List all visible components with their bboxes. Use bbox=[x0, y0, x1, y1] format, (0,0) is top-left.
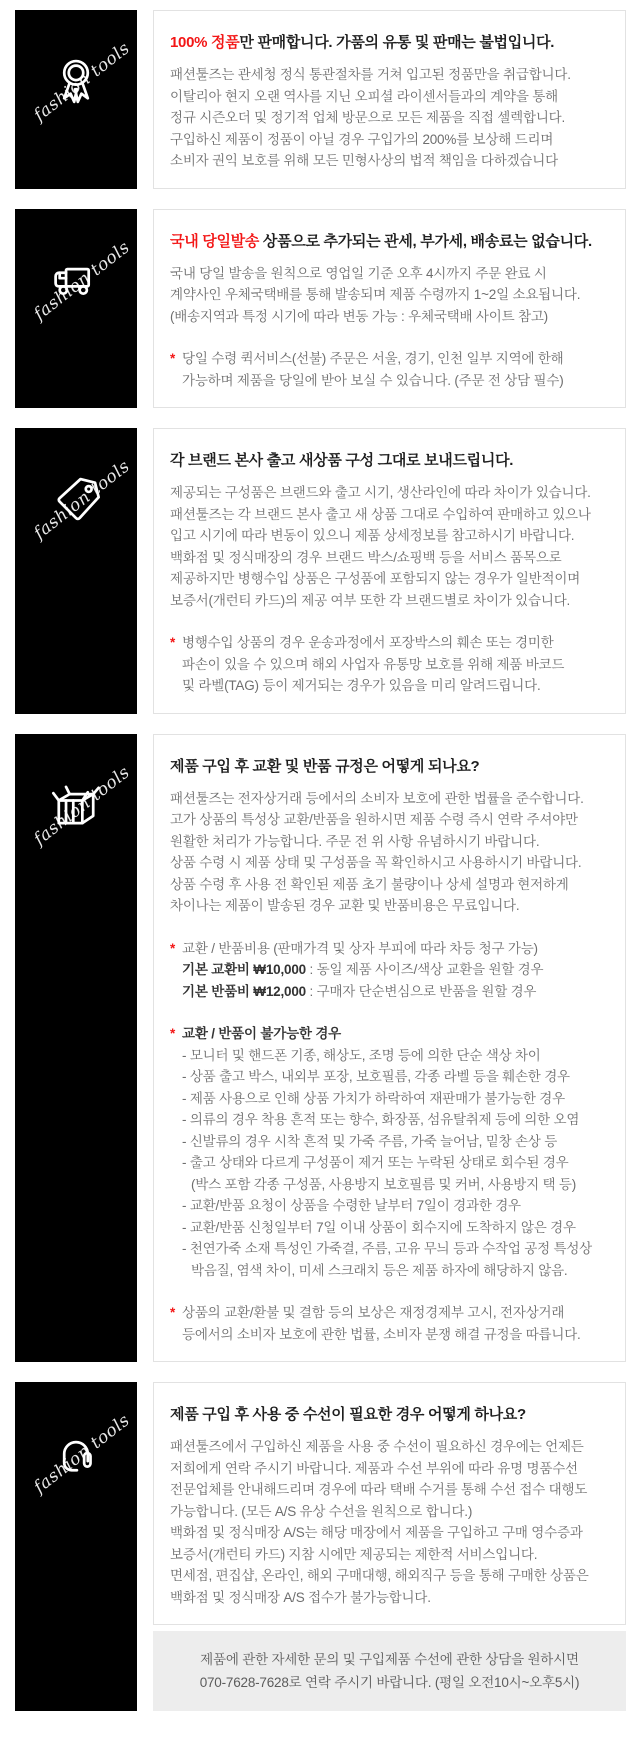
body-line: 패션툴즈는 관세청 정식 통관절차를 거쳐 입고된 정품만을 취급합니다. bbox=[170, 67, 571, 82]
package-icon bbox=[47, 776, 105, 834]
note-consumer-law bbox=[170, 1302, 610, 1345]
fee-label: 기본 교환비 ₩10,000 bbox=[182, 962, 306, 977]
list-item: - 천연가죽 소재 특성인 가죽결, 주름, 고유 무늬 등과 수작업 공정 특성상 bbox=[182, 1241, 593, 1256]
body-line: 원활한 처리가 가능합니다. 주문 전 위 사항 유념하시기 바랍니다. bbox=[170, 833, 540, 849]
body-line: 계약사인 우체국택배를 통해 발송되며 제품 수령까지 1~2일 소요됩니다. bbox=[170, 287, 581, 302]
fee-line bbox=[182, 981, 610, 1003]
info-box-authentic bbox=[153, 10, 626, 189]
note-line: 및 라벨(TAG) 등이 제거되는 경우가 있음을 미리 알려드립니다. bbox=[182, 678, 541, 693]
brand-icon-box bbox=[15, 428, 137, 714]
note-star: * bbox=[170, 1305, 176, 1320]
fee-desc: : 구매자 단순변심으로 반품을 원할 경우 bbox=[305, 983, 537, 999]
body-line: 정규 시즌오더 및 정기적 업체 방문으로 모든 제품을 직접 셀렉합니다. bbox=[170, 110, 566, 125]
note-no-return-cases bbox=[170, 1023, 610, 1281]
list-item: - 교환/반품 요청이 상품을 수령한 날부터 7일이 경과한 경우 bbox=[182, 1198, 521, 1213]
body-paragraph bbox=[170, 263, 610, 328]
note-line: 등에서의 소비자 보호에 관한 법률, 소비자 분쟁 해결 규정을 따릅니다. bbox=[182, 1326, 581, 1342]
body-line: 가능합니다. (모든 A/S 유상 수선을 원칙으로 합니다.) bbox=[170, 1503, 473, 1519]
list-item: - 의류의 경우 착용 흔적 또는 향수, 화장품, 섬유탈취제 등에 의한 오염 bbox=[182, 1112, 580, 1127]
body-line: 패션툴즈에서 구입하신 제품을 사용 중 수선이 필요하신 경우에는 언제든 bbox=[170, 1439, 584, 1454]
section-return-policy bbox=[15, 734, 626, 1363]
body-line: 차이나는 제품이 발송된 경우 교환 및 반품비용은 무료입니다. bbox=[170, 898, 520, 913]
brand-icon-box bbox=[15, 1382, 137, 1711]
body-line: 국내 당일 발송을 원칙으로 영업일 기준 오후 4시까지 주문 완료 시 bbox=[170, 265, 547, 281]
note-parallel-import bbox=[170, 632, 610, 697]
brand-script: fashion tools bbox=[30, 761, 134, 850]
list-item: - 교환/반품 신청일부터 7일 이내 상품이 회수지에 도착하지 않은 경우 bbox=[182, 1219, 576, 1235]
section-title bbox=[170, 231, 610, 252]
tag-icon bbox=[47, 470, 105, 528]
info-box-repair bbox=[153, 1382, 626, 1625]
fee-line bbox=[182, 959, 610, 981]
title-text: 만 판매합니다. 가품의 유통 및 판매는 불법입니다. bbox=[239, 34, 555, 51]
body-line: 제공하지만 병행수입 상품은 구성품에 포함되지 않는 경우가 일반적이며 bbox=[170, 571, 581, 586]
body-line: 패션툴즈는 전자상거래 등에서의 소비자 보호에 관한 법률을 준수합니다. bbox=[170, 790, 584, 806]
brand-icon-box bbox=[15, 734, 137, 1363]
body-paragraph bbox=[170, 482, 610, 611]
brand-script: fashion tools bbox=[30, 456, 134, 544]
info-box-return-policy bbox=[153, 734, 626, 1363]
list-item: - 제품 사용으로 인해 상품 가치가 하락하여 재판매가 불가능한 경우 bbox=[182, 1090, 565, 1106]
brand-script: fashion tools bbox=[30, 1410, 134, 1498]
note-line: 병행수입 상품의 경우 운송과정에서 포장박스의 훼손 또는 경미한 bbox=[182, 635, 554, 650]
note-line: 상품의 교환/환불 및 결함 등의 보상은 재정경제부 고시, 전자상거래 bbox=[182, 1305, 565, 1320]
list-item: - 상품 출고 박스, 내외부 포장, 보호필름, 각종 라벨 등을 훼손한 경우 bbox=[182, 1069, 570, 1084]
body-line: 입고 시기에 따라 변동이 있으니 제품 상세정보를 참고하시기 바랍니다. bbox=[170, 528, 575, 543]
body-line: 상품 수령 시 제품 상태 및 구성품을 꼭 확인하시고 사용하시기 바랍니다. bbox=[170, 855, 582, 870]
body-line: 제공되는 구성품은 브랜드와 출고 시기, 생산라인에 따라 차이가 있습니다. bbox=[170, 485, 591, 500]
note-line: 파손이 있을 수 있으며 해외 사업자 유통망 보호를 위해 제품 바코드 bbox=[182, 656, 565, 672]
body-line: 저희에게 연락 주시기 바랍니다. 제품과 수선 부위에 따라 유명 명품수선 bbox=[170, 1460, 578, 1476]
contact-box bbox=[153, 1631, 626, 1711]
body-line: 백화점 및 정식매장 A/S는 해당 매장에서 제품을 구입하고 구매 영수증과 bbox=[170, 1525, 583, 1540]
body-paragraph bbox=[170, 1436, 610, 1608]
brand-script: fashion tools bbox=[30, 236, 134, 325]
brand-script: fashion tools bbox=[30, 38, 134, 126]
body-paragraph bbox=[170, 788, 610, 917]
section-title bbox=[170, 1404, 610, 1425]
note-line: 교환 / 반품비용 (판매가격 및 상자 부피에 따라 차등 청구 가능) bbox=[182, 940, 538, 956]
fee-desc: : 동일 제품 사이즈/색상 교환을 원할 경우 bbox=[305, 962, 544, 977]
title-highlight: 국내 당일발송 bbox=[170, 232, 260, 250]
body-line: 패션툴즈는 각 브랜드 본사 출고 새 상품 그대로 수입하여 판매하고 있으나 bbox=[170, 506, 591, 522]
contact-line: 제품에 관한 자세한 문의 및 구입제품 수선에 관한 상담을 원하시면 bbox=[200, 1652, 579, 1667]
section-title bbox=[170, 32, 610, 53]
list-item: - 신발류의 경우 시착 흔적 및 가죽 주름, 가죽 늘어남, 밑창 손상 등 bbox=[182, 1133, 558, 1149]
body-line: 이탈리아 현지 오랜 역사를 지닌 오피셜 라이센서들과의 계약을 통해 bbox=[170, 88, 558, 104]
section-repair bbox=[15, 1382, 626, 1711]
body-line: 면세점, 편집샵, 온라인, 해외 구매대행, 해외직구 등을 통해 구매한 상품은 bbox=[170, 1568, 589, 1583]
list-item-continuation: (박스 포함 각종 구성품, 사용방지 보호필름 및 커버, 사용방지 택 등) bbox=[191, 1176, 577, 1192]
note-star: * bbox=[170, 635, 176, 650]
body-line: 소비자 권익 보호를 위해 모든 민형사상의 법적 책임을 다하겠습니다 bbox=[170, 153, 558, 168]
section-title bbox=[170, 756, 610, 777]
title-text: 제품 구입 후 사용 중 수선이 필요한 경우 어떻게 하나요? bbox=[170, 1406, 526, 1423]
section-title bbox=[170, 450, 610, 471]
body-line: 전문업체를 안내해드리며 경우에 따라 택배 수거를 통해 수선 접수 대행도 bbox=[170, 1482, 588, 1497]
body-paragraph bbox=[170, 64, 610, 172]
truck-icon bbox=[47, 251, 105, 309]
body-line: 백화점 및 정식매장의 경우 브랜드 박스/쇼핑백 등을 서비스 품목으로 bbox=[170, 549, 562, 565]
body-line: (배송지역과 특정 시기에 따라 변동 가능 : 우체국택배 사이트 참고) bbox=[170, 308, 548, 324]
body-line: 백화점 및 정식매장 A/S 접수가 불가능합니다. bbox=[170, 1589, 431, 1605]
note-return-fees bbox=[170, 938, 610, 1003]
fee-label: 기본 반품비 ₩12,000 bbox=[182, 983, 306, 999]
body-line: 상품 수령 후 사용 전 확인된 제품 초기 불량이나 상세 설명과 현저하게 bbox=[170, 876, 569, 892]
note-star: * bbox=[170, 940, 176, 956]
note-star: * bbox=[170, 1026, 176, 1041]
body-line: 보증서(개런티 카드)의 제공 여부 또한 각 브랜드별로 차이가 있습니다. bbox=[170, 592, 571, 608]
section-composition bbox=[15, 428, 626, 714]
note-line: 가능하며 제품을 당일에 받아 보실 수 있습니다. (주문 전 상담 필수) bbox=[182, 372, 564, 388]
section-authentic bbox=[15, 10, 626, 189]
repair-column bbox=[153, 1382, 626, 1711]
title-text: 제품 구입 후 교환 및 반품 규정은 어떻게 되나요? bbox=[170, 757, 480, 775]
title-highlight: 100% 정품 bbox=[170, 34, 240, 51]
body-line: 구입하신 제품이 정품이 아닐 경우 구입가의 200%를 보상해 드리며 bbox=[170, 131, 554, 147]
list-item: - 출고 상태와 다르게 구성품이 제거 또는 누락된 상태로 회수된 경우 bbox=[182, 1155, 569, 1170]
note-line: 당일 수령 퀵서비스(선불) 주문은 서울, 경기, 인천 일부 지역에 한해 bbox=[182, 351, 564, 366]
contact-line: 070-7628-7628로 연락 주시기 바랍니다. (평일 오전10시~오후5시) bbox=[199, 1675, 580, 1690]
note-star: * bbox=[170, 351, 176, 366]
list-item: - 모니터 및 핸드폰 기종, 해상도, 조명 등에 의한 단순 색상 차이 bbox=[182, 1047, 541, 1063]
list-item-continuation: 박음질, 염색 차이, 미세 스크래치 등은 제품 하자에 해당하지 않음. bbox=[191, 1262, 568, 1278]
section-shipping bbox=[15, 209, 626, 409]
brand-icon-box bbox=[15, 10, 137, 189]
title-text: 상품으로 추가되는 관세, 부가세, 배송료는 없습니다. bbox=[259, 232, 592, 250]
info-box-shipping bbox=[153, 209, 626, 409]
brand-icon-box bbox=[15, 209, 137, 409]
headset-icon bbox=[47, 1424, 105, 1482]
body-line: 보증서(개런티 카드) 지참 시에만 제공되는 제한적 서비스입니다. bbox=[170, 1546, 538, 1562]
note-quick-service bbox=[170, 348, 610, 391]
body-line: 고가 상품의 특성상 교환/반품을 원하시면 제품 수령 즉시 연락 주셔야만 bbox=[170, 812, 578, 827]
title-text: 각 브랜드 본사 출고 새상품 구성 그대로 보내드립니다. bbox=[170, 452, 514, 469]
medal-icon bbox=[47, 52, 105, 110]
no-return-title: 교환 / 반품이 불가능한 경우 bbox=[182, 1026, 342, 1041]
info-box-composition bbox=[153, 428, 626, 714]
